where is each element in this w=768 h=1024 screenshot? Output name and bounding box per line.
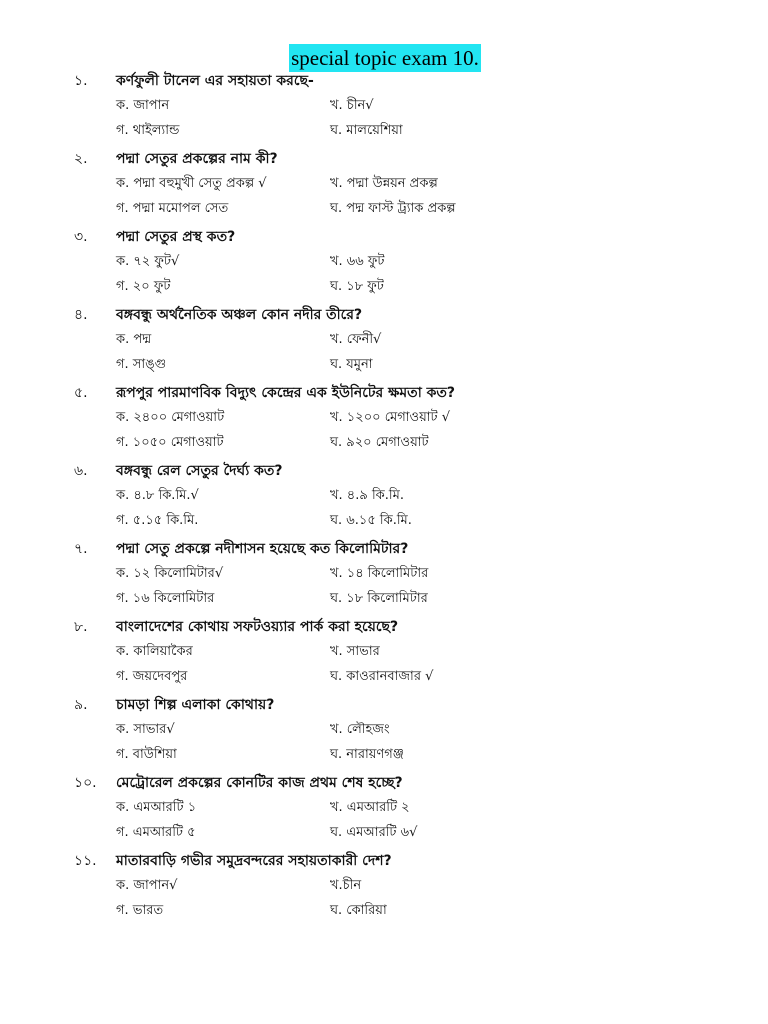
- question-block: [0, 772, 768, 850]
- option-ga: গ. ২০ ফুট: [116, 279, 171, 294]
- option-kha: খ. এমআরটি ২: [330, 800, 410, 815]
- option-ka: ক. ১২ কিলোমিটার√: [116, 566, 224, 581]
- question-block: [0, 148, 768, 226]
- option-ga: গ. বাউশিয়া: [116, 747, 177, 762]
- question-text: পদ্মা সেতু প্রকল্পে নদীশাসন হয়েছে কত কিলোমিটার?: [116, 541, 409, 557]
- option-ka: ক. জাপান√: [116, 878, 178, 893]
- question-text: পদ্মা সেতুর প্রস্থ কত?: [116, 229, 236, 245]
- question-number: ৬.: [74, 463, 88, 479]
- option-gha: ঘ. ১৮ ফুট: [330, 279, 384, 294]
- option-ga: গ. থাইল্যান্ড: [116, 123, 180, 138]
- title-bar: [0, 44, 768, 72]
- page-title: special topic exam 10.: [291, 46, 479, 70]
- option-gha: ঘ. নারায়ণগঞ্জ: [330, 747, 404, 762]
- option-gha: ঘ. ৯২০ মেগাওয়াট: [330, 435, 429, 450]
- option-gha: ঘ. কাওরানবাজার √: [330, 669, 434, 684]
- option-kha: খ. ৬৬ ফুট: [330, 254, 385, 269]
- option-kha: খ. লৌহজং: [330, 722, 390, 737]
- question-number: ৩.: [74, 229, 88, 245]
- option-ka: ক. পদ্ম: [116, 332, 152, 347]
- question-text: কর্ণফুলী টানেল এর সহায়তা করছে-: [116, 73, 314, 89]
- option-gha: ঘ. কোরিয়া: [330, 903, 387, 918]
- question-text: রূপপুর পারমাণবিক বিদ্যুৎ কেন্দ্রের এক ইউনিটের ক্ষমতা কত?: [116, 385, 456, 401]
- option-ga: গ. ১৬ কিলোমিটার: [116, 591, 215, 606]
- option-ka: ক. ৪.৮ কি.মি.√: [116, 488, 199, 503]
- option-gha: ঘ. ১৮ কিলোমিটার: [330, 591, 428, 606]
- question-block: [0, 460, 768, 538]
- option-kha: খ. পদ্মা উন্নয়ন প্রকল্প: [330, 176, 438, 191]
- question-number: ৫.: [74, 385, 88, 401]
- option-ga: গ. ৫.১৫ কি.মি.: [116, 513, 199, 528]
- question-number: ৭.: [74, 541, 88, 557]
- question-number: ১১.: [74, 853, 97, 869]
- option-ka: ক. এমআরটি ১: [116, 800, 197, 815]
- option-ga: গ. জয়দেবপুর: [116, 669, 188, 684]
- option-ga: গ. ১০৫০ মেগাওয়াট: [116, 435, 224, 450]
- question-number: ৯.: [74, 697, 88, 713]
- question-text: পদ্মা সেতুর প্রকল্পের নাম কী?: [116, 151, 278, 167]
- question-block: [0, 616, 768, 694]
- option-kha: খ. ১৪ কিলোমিটার: [330, 566, 429, 581]
- option-ka: ক. জাপান: [116, 98, 170, 113]
- option-gha: ঘ. যমুনা: [330, 357, 373, 372]
- question-block: [0, 70, 768, 148]
- question-block: [0, 382, 768, 460]
- option-gha: ঘ. পদ্ম ফাস্ট ট্র্যাক প্রকল্প: [330, 201, 456, 216]
- question-text: চামড়া শিল্প এলাকা কোথায়?: [116, 697, 275, 713]
- option-ka: ক. কালিয়াকৈর: [116, 644, 193, 659]
- question-text: বঙ্গবন্ধু রেল সেতুর দৈর্ঘ্য কত?: [116, 463, 283, 479]
- option-ga: গ. ভারত: [116, 903, 164, 918]
- question-block: [0, 850, 768, 928]
- option-ga: গ. সাঙ্গু: [116, 357, 167, 372]
- option-ka: ক. পদ্মা বহুমুখী সেতু প্রকল্প √: [116, 176, 267, 191]
- question-text: বঙ্গবন্ধু অর্থনৈতিক অঞ্চল কোন নদীর তীরে?: [116, 307, 363, 323]
- question-text: বাংলাদেশের কোথায় সফটওয়্যার পার্ক করা হয়েছে?: [116, 619, 399, 635]
- option-kha: খ. ৪.৯ কি.মি.: [330, 488, 404, 503]
- option-kha: খ.চীন: [330, 878, 362, 893]
- option-ga: গ. পদ্মা মমোপল সেত: [116, 201, 229, 216]
- question-number: ৮.: [74, 619, 88, 635]
- question-number: ১০.: [74, 775, 97, 791]
- question-text: মাতারবাড়ি গভীর সমুদ্রবন্দরের সহায়তাকারী দেশ?: [116, 853, 392, 869]
- option-ka: ক. ২৪০০ মেগাওয়াট: [116, 410, 225, 425]
- question-block: [0, 304, 768, 382]
- question-list: [0, 70, 768, 928]
- question-block: [0, 538, 768, 616]
- question-text: মেট্রোরেল প্রকল্পের কোনটির কাজ প্রথম শেষ হচ্ছে?: [116, 775, 403, 791]
- option-kha: খ. সাভার: [330, 644, 380, 659]
- question-number: ৪.: [74, 307, 88, 323]
- question-block: [0, 226, 768, 304]
- option-ka: ক. সাভার√: [116, 722, 175, 737]
- question-number: ২.: [74, 151, 88, 167]
- option-ka: ক. ৭২ ফুট√: [116, 254, 180, 269]
- option-kha: খ. ফেনী√: [330, 332, 382, 347]
- question-number: ১.: [74, 73, 88, 89]
- option-gha: ঘ. মালয়েশিয়া: [330, 123, 403, 138]
- option-ga: গ. এমআরটি ৫: [116, 825, 196, 840]
- option-gha: ঘ. ৬.১৫ কি.মি.: [330, 513, 412, 528]
- option-kha: খ. ১২০০ মেগাওয়াট √: [330, 410, 451, 425]
- option-gha: ঘ. এমআরটি ৬√: [330, 825, 418, 840]
- question-block: [0, 694, 768, 772]
- option-kha: খ. চীন√: [330, 98, 374, 113]
